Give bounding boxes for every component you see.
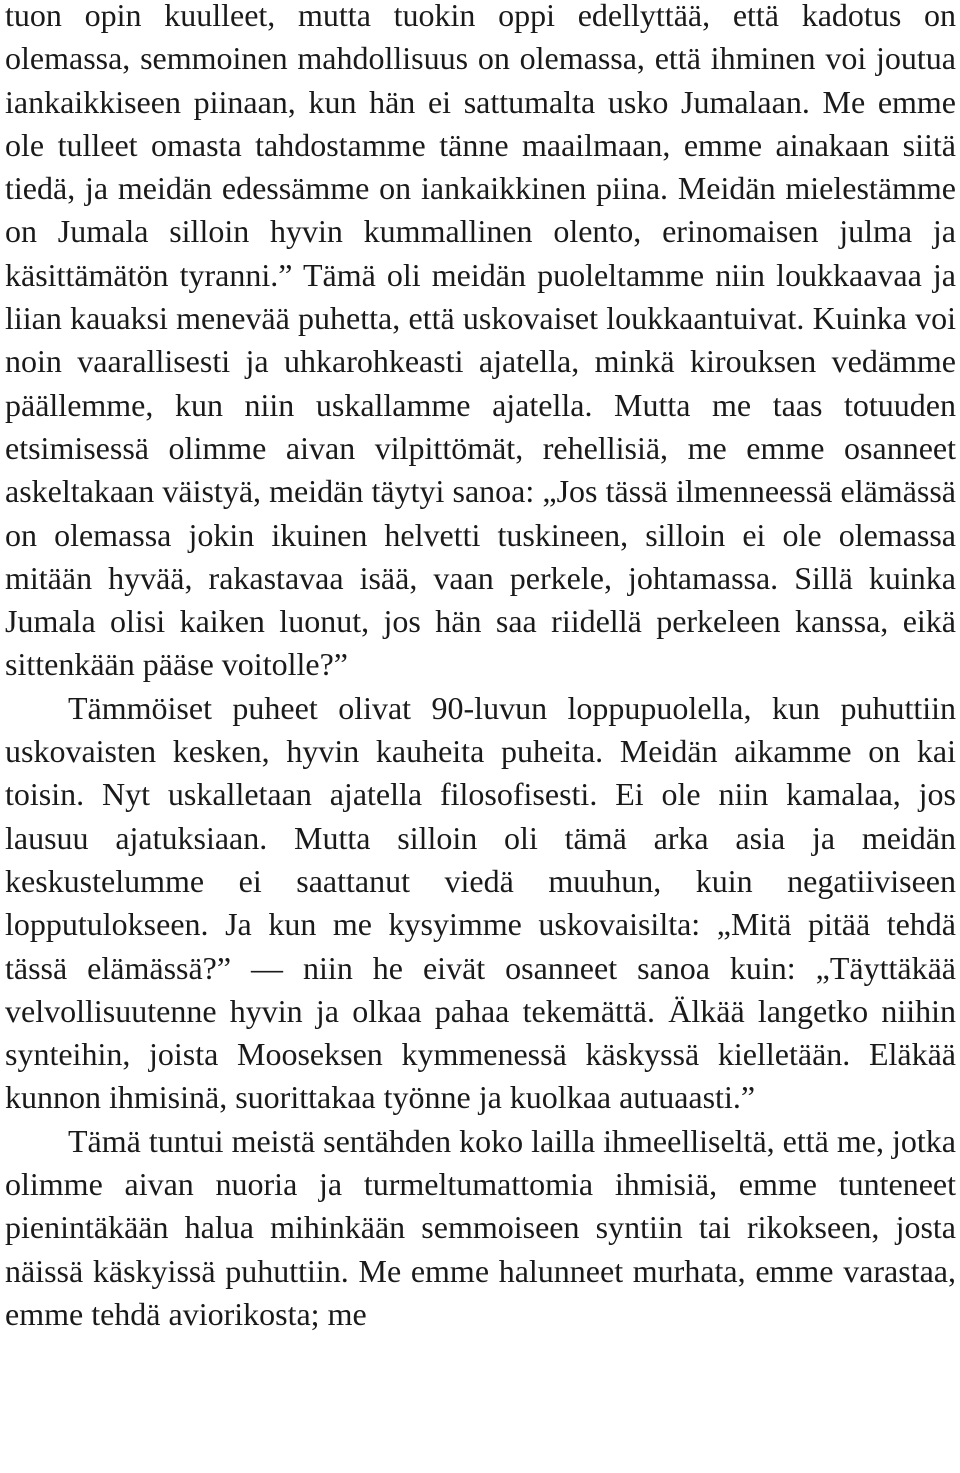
paragraph-3: Tämä tuntui meistä sentähden koko lailla ihmeelliseltä, että me, jotka olimme aivan nuoria ja turmeltumattomia ihmisiä, emme tunteneet pienintäkään halua mihinkään semmoiseen syntiin tai rikokseen, josta näissä käskyissä puhuttiin. Me emme halunneet murhata, emme varastaa, emme tehdä aviorikosta; me bbox=[5, 1122, 956, 1332]
paragraph-2: Tämmöiset puheet olivat 90-luvun loppupuolella, kun puhuttiin uskovaisten kesken, hyvin kauheita puheita. Meidän aikamme on kai toisin. Nyt uskalletaan ajatella filosofisesti. Ei ole niin kamalaa, jos lausuu ajatuksiaan. Mutta silloin oli tämä arka asia ja meidän keskustelumme ei saattanut viedä muuhun, kuin negatiiviseen lopputulokseen. Ja kun me kysyimme uskovaisilta: „Mitä pitää tehdä tässä elämässä?” — niin he eivät osanneet sanoa kuin: „Täyttäkää velvollisuutenne hyvin ja olkaa pahaa tekemättä. Älkää langetko niihin synteihin, joista Mooseksen kymmenessä käskyssä kielletään. Eläkää kunnon ihmisinä, suorittakaa työnne ja kuolkaa autuaasti.” bbox=[5, 689, 956, 1116]
paragraph-1: tuon opin kuulleet, mutta tuokin oppi edellyttää, että kadotus on olemassa, semmoinen mahdollisuus on olemassa, että ihminen voi joutua iankaikkiseen piinaan, kun hän ei sattumalta usko Jumalaan. Me emme ole tulleet omasta tahdostamme tänne maailmaan, emme ainakaan siitä tiedä, ja meidän edessämme on iankaikkinen piina. Meidän mielestämme on Jumala silloin hyvin kummallinen olento, erinomaisen julma ja käsittämätön tyranni.” Tämä oli meidän puoleltamme niin loukkaavaa ja liian kauaksi menevää puhetta, että uskovaiset loukkaantuivat. Kuinka voi noin vaarallisesti ja uhkarohkeasti ajatella, minkä kirouksen vedämme päällemme, kun niin uskallamme ajatella. Mutta me taas totuuden etsimisessä olimme aivan vilpittömät, rehellisiä, me emme osanneet askeltakaan väistyä, meidän täytyi sanoa: „Jos tässä ilmenneessä elämässä on olemassa jokin ikuinen helvetti tuskineen, silloin ei ole olemassa mitään hyvää, rakastavaa isää, vaan perkele, johtamassa. Sillä kuinka Jumala olisi kaiken luonut, jos hän saa riidellä perkeleen kanssa, eikä sittenkään pääse voitolle?” bbox=[5, 0, 956, 683]
